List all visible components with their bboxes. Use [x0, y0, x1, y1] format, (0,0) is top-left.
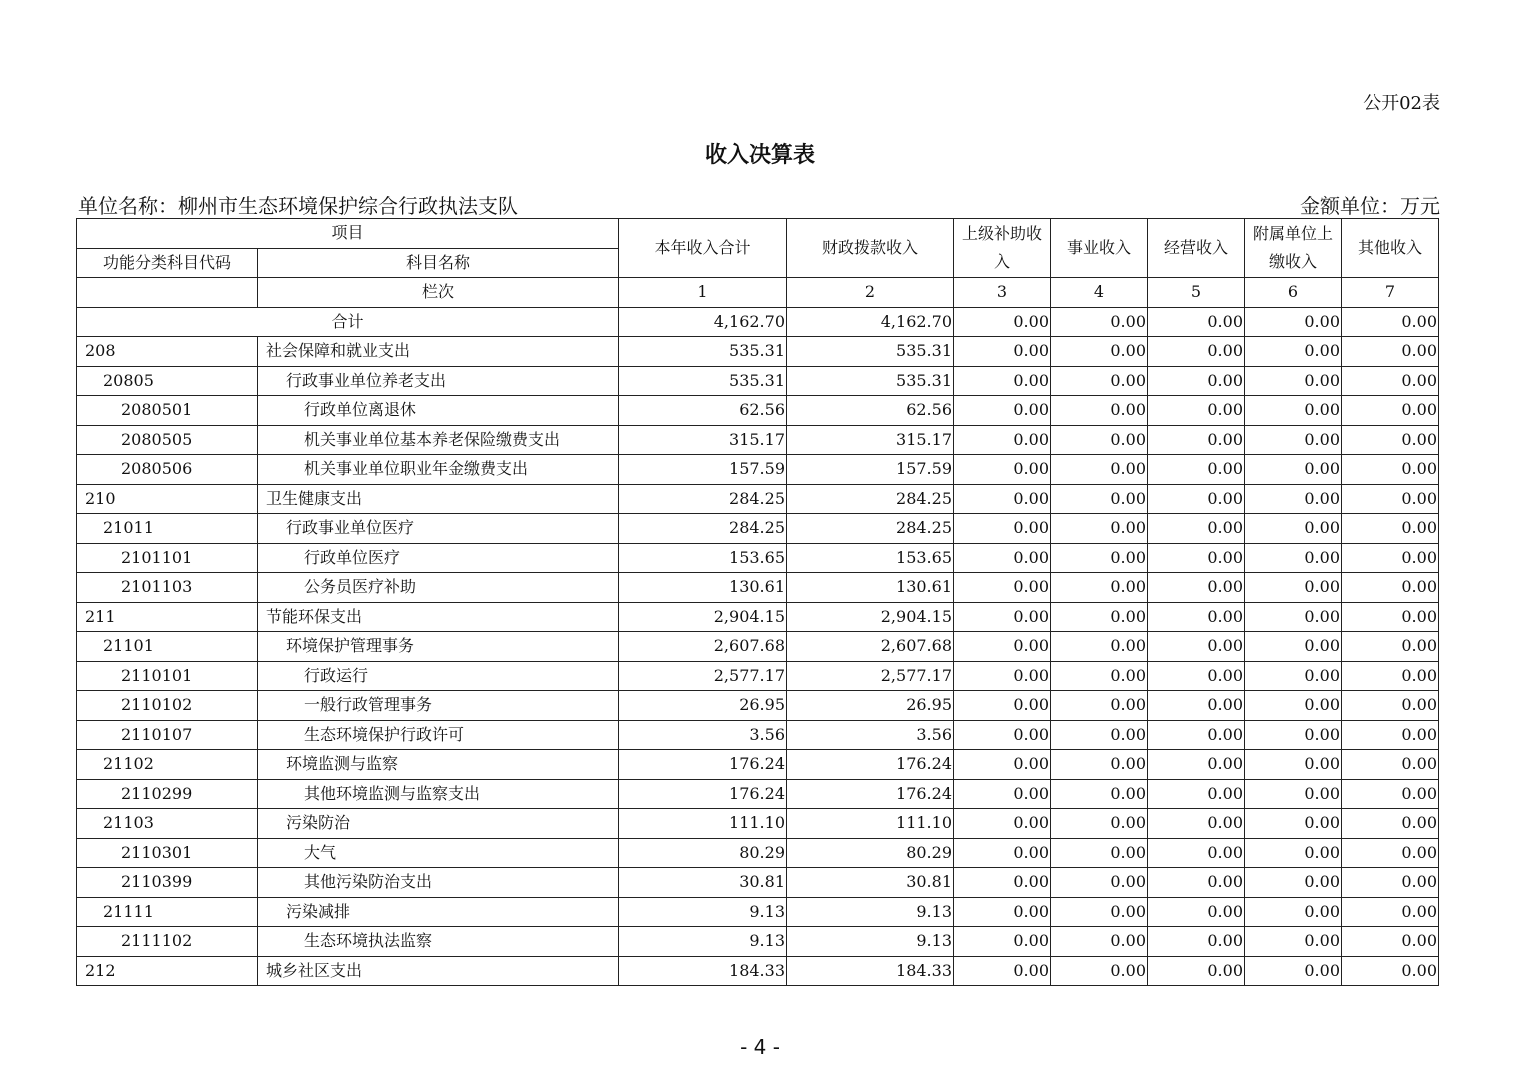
total-value: 0.00 — [954, 307, 1051, 337]
subject-code: 2101103 — [77, 573, 258, 603]
subject-code: 208 — [77, 337, 258, 367]
amount-cell: 0.00 — [1148, 691, 1245, 721]
amount-cell: 535.31 — [619, 337, 787, 367]
subject-name: 大气 — [258, 838, 619, 868]
table-row — [77, 897, 1439, 927]
amount-cell: 0.00 — [1245, 691, 1342, 721]
subject-code: 2111102 — [77, 927, 258, 957]
table-row — [77, 661, 1439, 691]
subject-name: 行政单位离退休 — [258, 396, 619, 426]
subject-code: 2101101 — [77, 543, 258, 573]
header-total-income: 本年收入合计 — [619, 219, 787, 278]
amount-cell: 0.00 — [1342, 396, 1439, 426]
amount-cell: 2,904.15 — [619, 602, 787, 632]
amount-cell: 0.00 — [1148, 956, 1245, 986]
amount-cell: 0.00 — [1051, 396, 1148, 426]
amount-cell: 0.00 — [1051, 927, 1148, 957]
subject-name: 公务员医疗补助 — [258, 573, 619, 603]
amount-cell: 0.00 — [954, 838, 1051, 868]
amount-cell: 0.00 — [1051, 956, 1148, 986]
table-row — [77, 602, 1439, 632]
amount-cell: 0.00 — [1051, 809, 1148, 839]
amount-cell: 0.00 — [1051, 897, 1148, 927]
amount-cell: 176.24 — [787, 750, 954, 780]
subject-name: 机关事业单位职业年金缴费支出 — [258, 455, 619, 485]
table-row — [77, 455, 1439, 485]
amount-cell: 0.00 — [1148, 720, 1245, 750]
subject-name: 污染减排 — [258, 897, 619, 927]
amount-cell: 0.00 — [1342, 720, 1439, 750]
amount-cell: 0.00 — [1051, 661, 1148, 691]
amount-cell: 0.00 — [1051, 543, 1148, 573]
amount-cell: 0.00 — [1148, 868, 1245, 898]
subject-name: 其他环境监测与监察支出 — [258, 779, 619, 809]
amount-cell: 0.00 — [954, 514, 1051, 544]
amount-cell: 0.00 — [1051, 632, 1148, 662]
subject-name: 社会保障和就业支出 — [258, 337, 619, 367]
amount-cell: 0.00 — [1148, 514, 1245, 544]
amount-cell: 0.00 — [954, 691, 1051, 721]
amount-cell: 0.00 — [954, 632, 1051, 662]
subject-code: 2110107 — [77, 720, 258, 750]
amount-cell: 284.25 — [787, 514, 954, 544]
amount-cell: 0.00 — [1051, 868, 1148, 898]
amount-cell: 153.65 — [787, 543, 954, 573]
subject-name: 行政运行 — [258, 661, 619, 691]
amount-cell: 0.00 — [954, 396, 1051, 426]
amount-cell: 0.00 — [1245, 868, 1342, 898]
amount-cell: 0.00 — [1342, 661, 1439, 691]
amount-cell: 0.00 — [954, 750, 1051, 780]
table-row — [77, 337, 1439, 367]
amount-cell: 0.00 — [1245, 956, 1342, 986]
amount-cell: 157.59 — [787, 455, 954, 485]
amount-cell: 0.00 — [1342, 514, 1439, 544]
form-id: 公开02表 — [1363, 93, 1440, 114]
subject-code: 210 — [77, 484, 258, 514]
amount-cell: 0.00 — [1051, 602, 1148, 632]
header-business-income: 事业收入 — [1051, 219, 1148, 278]
column-number: 4 — [1051, 278, 1148, 308]
column-number: 5 — [1148, 278, 1245, 308]
amount-cell: 130.61 — [619, 573, 787, 603]
subject-code: 21111 — [77, 897, 258, 927]
subject-name: 生态环境保护行政许可 — [258, 720, 619, 750]
amount-cell: 0.00 — [1342, 484, 1439, 514]
amount-cell: 0.00 — [1342, 956, 1439, 986]
amount-cell: 0.00 — [1245, 514, 1342, 544]
table-row — [77, 484, 1439, 514]
amount-cell: 0.00 — [1148, 750, 1245, 780]
amount-cell: 0.00 — [1342, 337, 1439, 367]
amount-cell: 0.00 — [1148, 455, 1245, 485]
table-row — [77, 779, 1439, 809]
amount-cell: 0.00 — [1148, 927, 1245, 957]
table-row — [77, 691, 1439, 721]
amount-cell: 0.00 — [954, 337, 1051, 367]
total-value: 4,162.70 — [619, 307, 787, 337]
subject-code: 2110399 — [77, 868, 258, 898]
amount-cell: 0.00 — [1148, 366, 1245, 396]
column-index-row — [77, 278, 1439, 308]
amount-cell: 0.00 — [1245, 632, 1342, 662]
amount-cell: 535.31 — [787, 337, 954, 367]
amount-cell: 0.00 — [1342, 779, 1439, 809]
amount-cell: 0.00 — [1342, 455, 1439, 485]
amount-cell: 0.00 — [1245, 455, 1342, 485]
total-value: 0.00 — [1342, 307, 1439, 337]
amount-cell: 0.00 — [1342, 632, 1439, 662]
amount-cell: 0.00 — [1148, 661, 1245, 691]
table-header — [77, 219, 1439, 308]
amount-cell: 0.00 — [1245, 602, 1342, 632]
amount-cell: 284.25 — [619, 484, 787, 514]
subject-code: 2110299 — [77, 779, 258, 809]
amount-cell: 0.00 — [954, 661, 1051, 691]
amount-cell: 0.00 — [1051, 838, 1148, 868]
table-row — [77, 514, 1439, 544]
amount-cell: 315.17 — [787, 425, 954, 455]
subject-code: 2110101 — [77, 661, 258, 691]
amount-cell: 284.25 — [787, 484, 954, 514]
header-item: 项目 — [77, 219, 619, 249]
column-number: 7 — [1342, 278, 1439, 308]
amount-cell: 0.00 — [1245, 484, 1342, 514]
amount-unit: 金额单位：万元 — [1300, 194, 1440, 218]
amount-cell: 0.00 — [1148, 809, 1245, 839]
amount-cell: 9.13 — [787, 927, 954, 957]
amount-cell: 0.00 — [1148, 602, 1245, 632]
amount-cell: 2,904.15 — [787, 602, 954, 632]
table-row — [77, 838, 1439, 868]
amount-cell: 0.00 — [1245, 927, 1342, 957]
unit-name: 单位名称：柳州市生态环境保护综合行政执法支队 — [78, 194, 518, 218]
table-row — [77, 632, 1439, 662]
subject-code: 21103 — [77, 809, 258, 839]
amount-cell: 26.95 — [787, 691, 954, 721]
amount-cell: 0.00 — [1342, 927, 1439, 957]
amount-cell: 0.00 — [1245, 750, 1342, 780]
subject-code: 20805 — [77, 366, 258, 396]
subject-code: 21011 — [77, 514, 258, 544]
header-fiscal-appropriation: 财政拨款收入 — [787, 219, 954, 278]
table-row — [77, 720, 1439, 750]
amount-cell: 0.00 — [1342, 897, 1439, 927]
amount-cell: 0.00 — [954, 366, 1051, 396]
amount-cell: 315.17 — [619, 425, 787, 455]
amount-cell: 0.00 — [1148, 632, 1245, 662]
subject-name: 生态环境执法监察 — [258, 927, 619, 957]
subject-code: 21102 — [77, 750, 258, 780]
amount-cell: 0.00 — [954, 543, 1051, 573]
amount-cell: 0.00 — [1245, 573, 1342, 603]
amount-cell: 157.59 — [619, 455, 787, 485]
amount-cell: 111.10 — [619, 809, 787, 839]
amount-cell: 176.24 — [787, 779, 954, 809]
header-affiliate-remittance: 附属单位上缴收入 — [1245, 219, 1342, 278]
header-code: 功能分类科目代码 — [77, 248, 258, 278]
column-index-blank — [77, 278, 258, 308]
header-name: 科目名称 — [258, 248, 619, 278]
amount-cell: 0.00 — [954, 897, 1051, 927]
amount-cell: 0.00 — [1342, 573, 1439, 603]
amount-cell: 2,607.68 — [619, 632, 787, 662]
amount-cell: 0.00 — [1148, 396, 1245, 426]
subject-name: 节能环保支出 — [258, 602, 619, 632]
amount-cell: 0.00 — [1148, 838, 1245, 868]
amount-cell: 0.00 — [1342, 602, 1439, 632]
amount-cell: 0.00 — [1148, 484, 1245, 514]
amount-cell: 0.00 — [954, 425, 1051, 455]
amount-cell: 0.00 — [1245, 366, 1342, 396]
header-superior-subsidy: 上级补助收入 — [954, 219, 1051, 278]
amount-cell: 3.56 — [619, 720, 787, 750]
amount-cell: 80.29 — [619, 838, 787, 868]
table-body — [77, 307, 1439, 986]
column-number: 2 — [787, 278, 954, 308]
amount-cell: 0.00 — [954, 720, 1051, 750]
amount-cell: 0.00 — [1245, 661, 1342, 691]
subject-name: 污染防治 — [258, 809, 619, 839]
amount-cell: 0.00 — [1148, 337, 1245, 367]
amount-cell: 0.00 — [1245, 425, 1342, 455]
amount-cell: 0.00 — [1148, 897, 1245, 927]
table-row — [77, 750, 1439, 780]
amount-cell: 0.00 — [1051, 720, 1148, 750]
amount-cell: 284.25 — [619, 514, 787, 544]
subject-name: 行政单位医疗 — [258, 543, 619, 573]
amount-cell: 111.10 — [787, 809, 954, 839]
amount-cell: 0.00 — [954, 809, 1051, 839]
amount-cell: 26.95 — [619, 691, 787, 721]
amount-cell: 0.00 — [954, 956, 1051, 986]
amount-cell: 0.00 — [1051, 337, 1148, 367]
table-row — [77, 956, 1439, 986]
table-row — [77, 543, 1439, 573]
amount-cell: 0.00 — [1245, 543, 1342, 573]
amount-cell: 0.00 — [1245, 897, 1342, 927]
amount-cell: 535.31 — [787, 366, 954, 396]
amount-cell: 9.13 — [787, 897, 954, 927]
amount-cell: 0.00 — [1051, 455, 1148, 485]
amount-cell: 2,607.68 — [787, 632, 954, 662]
amount-cell: 0.00 — [1245, 396, 1342, 426]
amount-cell: 80.29 — [787, 838, 954, 868]
subject-name: 其他污染防治支出 — [258, 868, 619, 898]
amount-cell: 0.00 — [954, 927, 1051, 957]
header-other-income: 其他收入 — [1342, 219, 1439, 278]
column-number: 3 — [954, 278, 1051, 308]
amount-cell: 176.24 — [619, 779, 787, 809]
subject-name: 机关事业单位基本养老保险缴费支出 — [258, 425, 619, 455]
subject-code: 2110301 — [77, 838, 258, 868]
total-row — [77, 307, 1439, 337]
total-value: 0.00 — [1148, 307, 1245, 337]
amount-cell: 0.00 — [954, 573, 1051, 603]
amount-cell: 0.00 — [1342, 809, 1439, 839]
amount-cell: 0.00 — [1148, 573, 1245, 603]
amount-cell: 0.00 — [1148, 779, 1245, 809]
amount-cell: 0.00 — [1342, 691, 1439, 721]
amount-cell: 0.00 — [954, 779, 1051, 809]
amount-cell: 0.00 — [1245, 779, 1342, 809]
amount-cell: 0.00 — [954, 455, 1051, 485]
amount-cell: 0.00 — [1245, 337, 1342, 367]
subject-code: 2110102 — [77, 691, 258, 721]
amount-cell: 30.81 — [619, 868, 787, 898]
amount-cell: 9.13 — [619, 927, 787, 957]
table-row — [77, 366, 1439, 396]
amount-cell: 0.00 — [1245, 720, 1342, 750]
amount-cell: 0.00 — [1051, 573, 1148, 603]
page-number: - 4 - — [740, 1035, 780, 1059]
income-table-container — [76, 218, 1439, 986]
table-row — [77, 927, 1439, 957]
amount-cell: 2,577.17 — [619, 661, 787, 691]
table-row — [77, 868, 1439, 898]
amount-cell: 0.00 — [1342, 366, 1439, 396]
amount-cell: 535.31 — [619, 366, 787, 396]
amount-cell: 0.00 — [1342, 543, 1439, 573]
amount-cell: 0.00 — [1051, 750, 1148, 780]
amount-cell: 62.56 — [787, 396, 954, 426]
amount-cell: 30.81 — [787, 868, 954, 898]
column-index-label: 栏次 — [258, 278, 619, 308]
amount-cell: 153.65 — [619, 543, 787, 573]
subject-name: 一般行政管理事务 — [258, 691, 619, 721]
column-number: 1 — [619, 278, 787, 308]
amount-cell: 0.00 — [1051, 425, 1148, 455]
amount-cell: 0.00 — [1051, 779, 1148, 809]
subject-code: 211 — [77, 602, 258, 632]
amount-cell: 0.00 — [1051, 366, 1148, 396]
amount-cell: 176.24 — [619, 750, 787, 780]
subject-code: 2080501 — [77, 396, 258, 426]
amount-cell: 0.00 — [954, 484, 1051, 514]
table-row — [77, 396, 1439, 426]
subject-name: 环境保护管理事务 — [258, 632, 619, 662]
column-number: 6 — [1245, 278, 1342, 308]
amount-cell: 0.00 — [1148, 425, 1245, 455]
amount-cell: 0.00 — [1051, 484, 1148, 514]
subject-name: 城乡社区支出 — [258, 956, 619, 986]
subject-code: 21101 — [77, 632, 258, 662]
subject-name: 卫生健康支出 — [258, 484, 619, 514]
amount-cell: 0.00 — [1148, 543, 1245, 573]
total-value: 4,162.70 — [787, 307, 954, 337]
amount-cell: 0.00 — [1342, 750, 1439, 780]
subject-name: 行政事业单位养老支出 — [258, 366, 619, 396]
subject-code: 2080505 — [77, 425, 258, 455]
table-row — [77, 809, 1439, 839]
subject-name: 行政事业单位医疗 — [258, 514, 619, 544]
amount-cell: 0.00 — [1245, 809, 1342, 839]
amount-cell: 0.00 — [1245, 838, 1342, 868]
amount-cell: 184.33 — [787, 956, 954, 986]
amount-cell: 0.00 — [1051, 514, 1148, 544]
total-value: 0.00 — [1245, 307, 1342, 337]
table-row — [77, 573, 1439, 603]
amount-cell: 0.00 — [1342, 425, 1439, 455]
table-row — [77, 425, 1439, 455]
document-title: 收入决算表 — [704, 143, 815, 168]
subject-name: 环境监测与监察 — [258, 750, 619, 780]
amount-cell: 0.00 — [1051, 691, 1148, 721]
subject-code: 212 — [77, 956, 258, 986]
amount-cell: 9.13 — [619, 897, 787, 927]
total-label: 合计 — [77, 307, 619, 337]
amount-cell: 184.33 — [619, 956, 787, 986]
amount-cell: 0.00 — [954, 868, 1051, 898]
amount-cell: 2,577.17 — [787, 661, 954, 691]
amount-cell: 3.56 — [787, 720, 954, 750]
total-value: 0.00 — [1051, 307, 1148, 337]
amount-cell: 0.00 — [1342, 868, 1439, 898]
amount-cell: 62.56 — [619, 396, 787, 426]
amount-cell: 0.00 — [1342, 838, 1439, 868]
amount-cell: 0.00 — [954, 602, 1051, 632]
amount-cell: 130.61 — [787, 573, 954, 603]
header-operating-income: 经营收入 — [1148, 219, 1245, 278]
income-statement-table — [76, 218, 1439, 986]
subject-code: 2080506 — [77, 455, 258, 485]
